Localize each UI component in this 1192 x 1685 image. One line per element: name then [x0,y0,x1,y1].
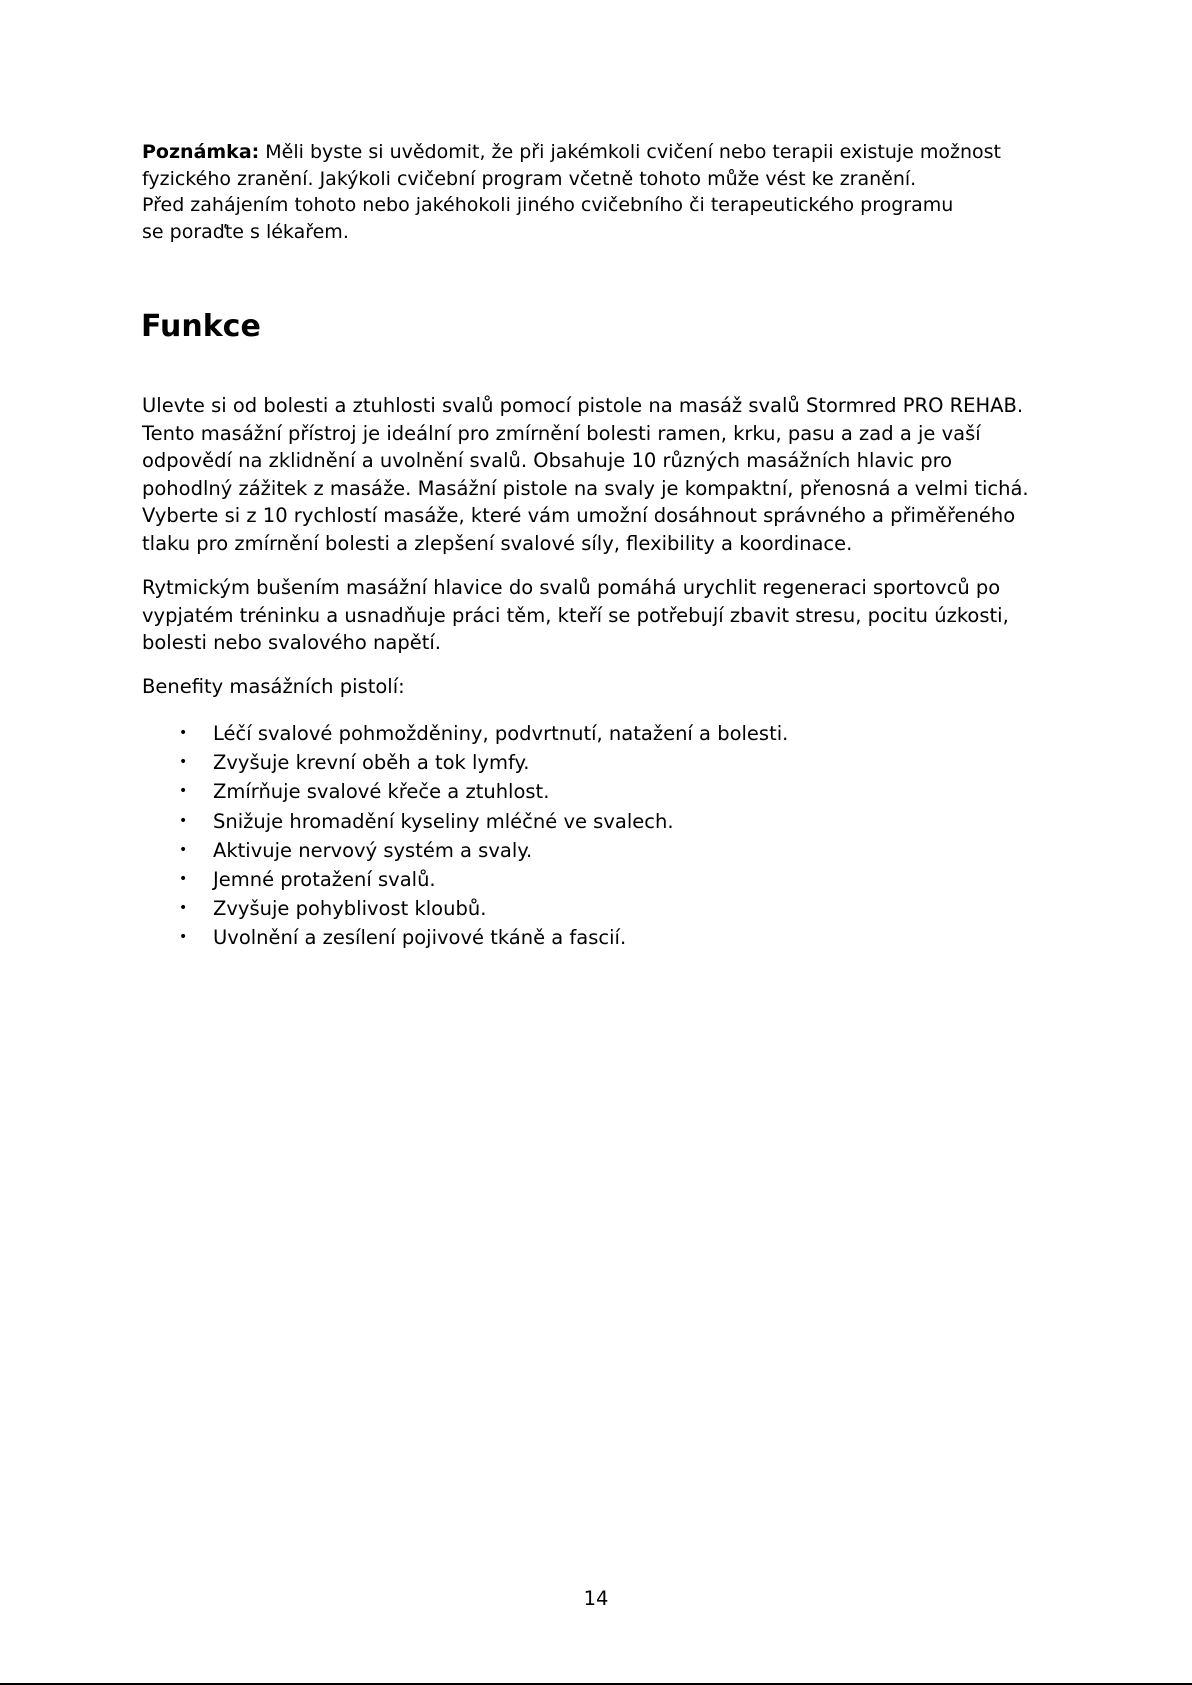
bullet-icon: • [179,900,188,917]
note-line-1 [142,139,1102,166]
bullet-icon: • [179,812,188,829]
list-item [142,777,788,806]
regeneration-line-3: bolesti nebo svalového napětí. [142,631,441,654]
bullet-icon: • [179,754,188,771]
list-item-text: Zmírňuje svalové křeče a ztuhlost. [213,780,550,804]
list-item [142,894,788,923]
note-text-1: Měli byste si uvědomit, že při jakémkoli cvičení nebo terapii existuje možnost [259,141,1002,163]
list-item-text: Léčí svalové pohmožděniny, podvrtnutí, natažení a bolesti. [213,722,789,745]
bullet-icon: • [179,783,188,800]
page-number: 14 [583,1587,609,1610]
list-item-text: Snižuje hromadění kyseliny mléčné ve svalech. [213,809,674,833]
list-item-text: Zvyšuje pohyblivost kloubů. [213,897,487,921]
intro-line-5: Vyberte si z 10 rychlostí masáže, které vám umožní dosáhnout správného a přiměřeného [142,504,1016,527]
list-item-text: Aktivuje nervový systém a svaly. [213,838,533,862]
regeneration-line-1: Rytmickým bušením masážní hlavice do svalů pomáhá urychlit regeneraci sportovců po [142,576,1001,599]
list-item [142,836,788,865]
bullet-icon: • [179,725,188,741]
list-item [142,807,788,836]
list-item-text: Zvyšuje krevní oběh a tok lymfy. [213,751,530,775]
bullet-icon: • [179,841,188,858]
note-line-4: se poraďte s lékařem. [142,220,349,243]
note-line-2: fyzického zranění. Jakýkoli cvičební program včetně tohoto může vést ke zranění. [142,167,917,190]
section-heading: Funkce [141,309,261,344]
note-paragraph [142,139,1102,245]
bullet-icon: • [179,871,188,888]
list-item [142,865,788,894]
intro-line-3: odpovědí na zklidnění a uvolnění svalů. Obsahuje 10 různých masážních hlavic pro [142,449,953,472]
benefits-intro [142,673,1142,701]
intro-line-4: pohodlný zážitek z masáže. Masážní pistole na svaly je kompaktní, přenosná a velmi tichá. [142,476,1029,500]
benefits-list [142,719,788,953]
intro-line-2: Tento masážní přístroj je ideální pro zmírnění bolesti ramen, krku, pasu a zad a je vaší [142,421,981,445]
intro-paragraph [142,392,1142,557]
note-line-3: Před zahájením tohoto nebo jakéhokoli jiného cvičebního či terapeutického programu [142,194,954,216]
list-item [142,748,788,777]
bullet-icon: • [179,929,188,946]
intro-line-1: Ulevte si od bolesti a ztuhlosti svalů pomocí pistole na masáž svalů Stormred PRO REHAB. [142,394,1024,417]
regeneration-line-2: vypjatém tréninku a usnadňuje práci těm, kteří se potřebují zbavit stresu, pocitu úzkosti, [142,603,1009,627]
list-item-text: Jemné protažení svalů. [213,868,436,892]
list-item [142,923,788,952]
benefits-intro-text: Benefity masážních pistolí: [142,675,405,698]
intro-line-6: tlaku pro zmírnění bolesti a zlepšení svalové síly, flexibility a koordinace. [142,531,853,555]
note-label: Poznámka: [142,141,260,163]
regeneration-paragraph [142,574,1142,657]
list-item-text: Uvolnění a zesílení pojivové tkáně a fascií. [213,926,627,950]
list-item [142,719,788,748]
